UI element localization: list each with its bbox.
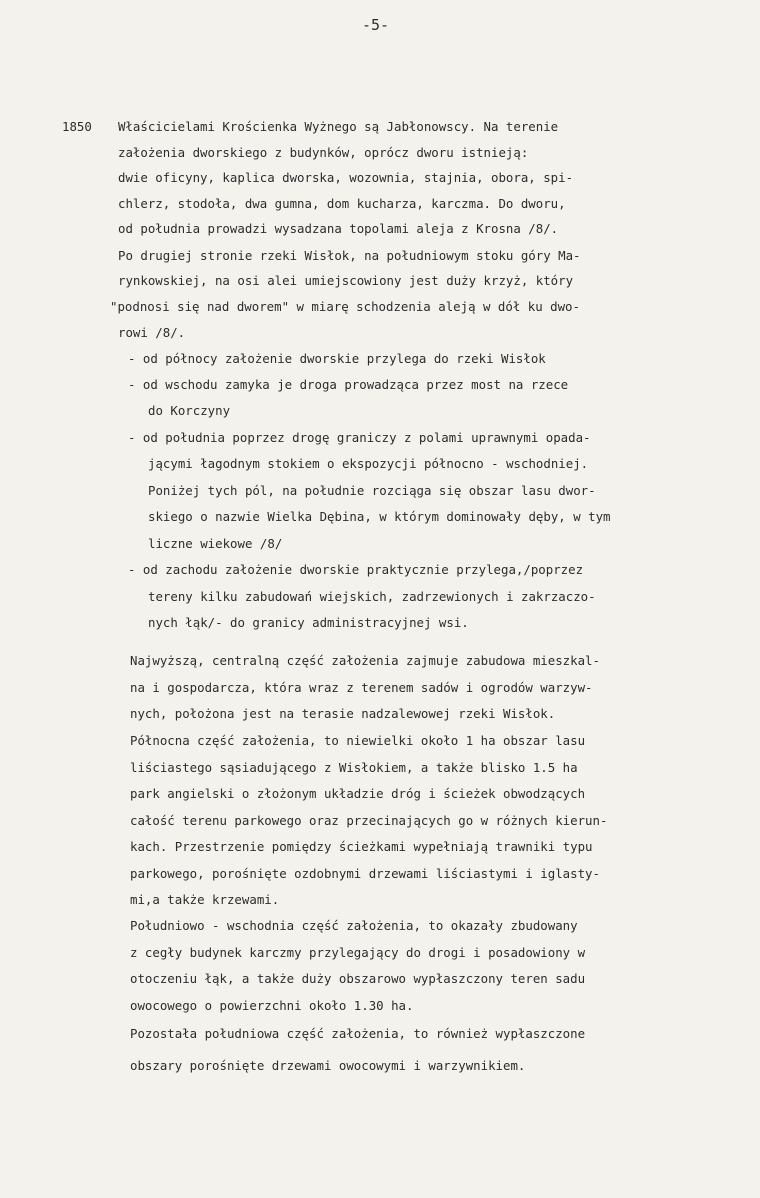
text-line: Po drugiej stronie rzeki Wisłok, na południowym stoku góry Ma- <box>118 248 581 263</box>
text-line: Południowo - wschodnia część założenia, to okazały zbudowany <box>130 918 578 933</box>
list-item-continuation: liczne wiekowe /8/ <box>148 536 283 551</box>
text-line: założenia dworskiego z budynków, oprócz dworu istnieją: <box>118 145 529 160</box>
text-line: z cegły budynek karczmy przylegający do drogi i posadowiony w <box>130 945 586 960</box>
text-line: Właścicielami Krościenka Wyżnego są Jabłonowscy. Na terenie <box>118 119 559 134</box>
text-line: całość terenu parkowego oraz przecinających go w różnych kierun- <box>130 813 608 828</box>
year-label: 1850 <box>62 119 92 134</box>
list-item-continuation: nych łąk/- do granicy administracyjnej wsi. <box>148 615 469 630</box>
text-line: dwie oficyny, kaplica dworska, wozownia, stajnia, obora, spi- <box>118 170 574 185</box>
text-line: od południa prowadzi wysadzana topolami aleja z Krosna /8/. <box>118 221 559 236</box>
text-line: rowi /8/. <box>118 325 186 340</box>
list-item: - od zachodu założenie dworskie praktycznie przylega,/poprzez <box>128 562 584 577</box>
list-item-continuation: skiego o nazwie Wielka Dębina, w którym dominowały dęby, w tym <box>148 509 611 524</box>
text-line: Północna część założenia, to niewielki około 1 ha obszar lasu <box>130 733 586 748</box>
text-line: kach. Przestrzenie pomiędzy ścieżkami wypełniają trawniki typu <box>130 839 593 854</box>
list-item-continuation: do Korczyny <box>148 403 231 418</box>
list-item-continuation: Poniżej tych pól, na południe rozciąga się obszar lasu dwor- <box>148 483 596 498</box>
text-line: nych, położona jest na terasie nadzalewowej rzeki Wisłok. <box>130 706 556 721</box>
text-line: parkowego, porośnięte ozdobnymi drzewami liściastymi i iglasty- <box>130 866 600 881</box>
text-line: na i gospodarcza, która wraz z terenem sadów i ogrodów warzyw- <box>130 680 593 695</box>
text-line: rynkowskiej, na osi alei umiejscowiony jest duży krzyż, który <box>118 273 574 288</box>
text-line: Najwyższą, centralną część założenia zajmuje zabudowa mieszkal- <box>130 653 600 668</box>
text-line: obszary porośnięte drzewami owocowymi i warzywnikiem. <box>130 1058 526 1073</box>
list-item: - od wschodu zamyka je droga prowadząca przez most na rzece <box>128 377 569 392</box>
list-item-continuation: jącymi łagodnym stokiem o ekspozycji północno - wschodniej. <box>148 456 589 471</box>
text-line: Pozostała południowa część założenia, to również wypłaszczone <box>130 1026 586 1041</box>
text-line: mi,a także krzewami. <box>130 892 280 907</box>
list-item-continuation: tereny kilku zabudowań wiejskich, zadrzewionych i zakrzaczo- <box>148 589 596 604</box>
text-line: otoczeniu łąk, a także duży obszarowo wypłaszczony teren sadu <box>130 971 586 986</box>
list-item: - od północy założenie dworskie przylega do rzeki Wisłok <box>128 351 546 366</box>
text-line: liściastego sąsiadującego z Wisłokiem, a także blisko 1.5 ha <box>130 760 578 775</box>
text-line: park angielski o złożonym układzie dróg i ścieżek obwodzących <box>130 786 586 801</box>
list-item: - od południa poprzez drogę graniczy z polami uprawnymi opada- <box>128 430 591 445</box>
text-line: "podnosi się nad dworem" w miarę schodzenia aleją w dół ku dwo- <box>110 299 580 314</box>
page-number: -5- <box>362 16 390 34</box>
text-line: chlerz, stodoła, dwa gumna, dom kucharza, karczma. Do dworu, <box>118 196 566 211</box>
text-line: owocowego o powierzchni około 1.30 ha. <box>130 998 414 1013</box>
